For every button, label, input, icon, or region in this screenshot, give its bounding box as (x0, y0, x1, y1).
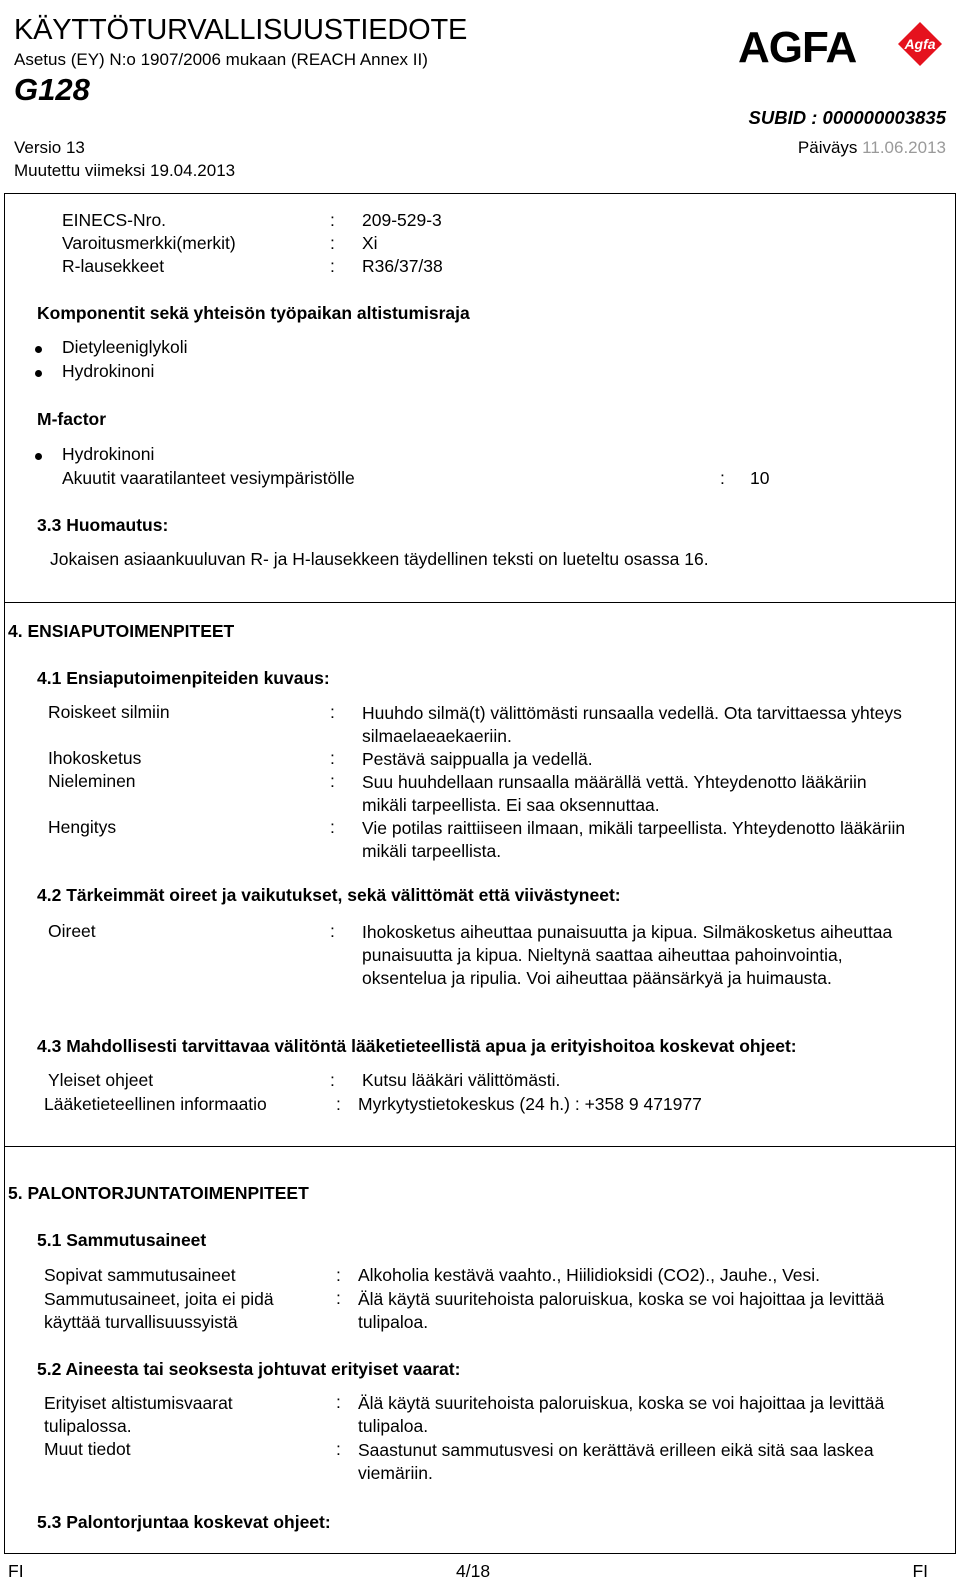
issue-date-value: 11.06.2013 (862, 138, 946, 157)
separator: : (330, 702, 335, 722)
r-phrases-value: R36/37/38 (362, 256, 443, 276)
modified-date: Muutettu viimeksi 19.04.2013 (14, 161, 236, 180)
row-label: Sammutusaineet, joita ei pidä käyttää turvallisuussyistä (44, 1289, 274, 1332)
row-label: Muut tiedot (44, 1439, 131, 1459)
row-value: Älä käytä suuritehoista paloruiskua, koska se voi hajoittaa ja levittää tulipaloa. (358, 1393, 885, 1436)
row-value: Vie potilas raittiiseen ilmaan, mikäli tarpeellista. Yhteydenotto lääkäriin mikäli tarpeellista. (362, 818, 906, 861)
separator: : (336, 1439, 341, 1459)
footer-language-right: FI (912, 1561, 928, 1581)
row-value: Myrkytystietokeskus (24 h.) : +358 9 471977 (358, 1094, 702, 1114)
row-value: Suu huuhdellaan runsaalla määrällä vettä. Yhteydenotto lääkäriin mikäli tarpeellista. Ei saa oksennuttaa. (362, 772, 867, 815)
separator: : (330, 921, 335, 941)
row-value: Saastunut sammutusvesi on kerättävä erilleen eikä sitä saa laskea viemäriin. (358, 1440, 874, 1483)
separator: : (336, 1288, 341, 1308)
section-5-1-heading: 5.1 Sammutusaineet (37, 1230, 207, 1250)
section-5-heading: 5. PALONTORJUNTATOIMENPITEET (8, 1183, 309, 1203)
row-label: Yleiset ohjeet (48, 1070, 154, 1090)
separator: : (336, 1094, 341, 1114)
product-code: G128 (14, 72, 90, 107)
subid: SUBID : 000000003835 (748, 107, 946, 128)
separator: : (330, 817, 335, 837)
mfactor-item: Hydrokinoni (62, 444, 155, 464)
separator: : (330, 256, 335, 276)
einecs-label: EINECS-Nro. (62, 210, 167, 230)
mfactor-heading: M-factor (37, 409, 107, 429)
separator: : (330, 771, 335, 791)
logo-wordmark: AGFA (738, 23, 857, 70)
bullet-icon (35, 453, 42, 460)
frame (4, 193, 956, 1553)
row-label: Nieleminen (48, 771, 136, 791)
row-label: Sopivat sammutusaineet (44, 1265, 236, 1285)
document-subtitle: Asetus (EY) N:o 1907/2006 mukaan (REACH Annex II) (14, 50, 428, 69)
page-number: 4/18 (456, 1561, 491, 1581)
symbol-label: Varoitusmerkki(merkit) (62, 233, 236, 253)
bullet-icon (35, 370, 42, 377)
bullet-icon (35, 346, 42, 353)
section-5-2-heading: 5.2 Aineesta tai seoksesta johtuvat erityiset vaarat: (37, 1359, 461, 1379)
row-value: Älä käytä suuritehoista paloruiskua, koska se voi hajoittaa ja levittää tulipaloa. (358, 1289, 885, 1332)
version: Versio 13 (14, 138, 85, 157)
mfactor-value: 10 (750, 468, 770, 488)
issue-date (798, 138, 946, 158)
footer-divider (4, 1553, 956, 1554)
section-4-1-heading: 4.1 Ensiaputoimenpiteiden kuvaus: (37, 668, 330, 688)
row-label: Erityiset altistumisvaarat tulipalossa. (44, 1393, 233, 1436)
separator: : (330, 748, 335, 768)
footer-language-left: FI (8, 1561, 24, 1581)
row-label: Hengitys (48, 817, 117, 837)
separator: : (330, 233, 335, 253)
section-4-heading: 4. ENSIAPUTOIMENPITEET (8, 621, 235, 641)
separator: : (720, 468, 725, 488)
einecs-value: 209-529-3 (362, 210, 442, 230)
section-divider (4, 602, 956, 603)
row-label: Ihokosketus (48, 748, 142, 768)
row-value: Pestävä saippualla ja vedellä. (362, 749, 593, 769)
components-heading: Komponentit sekä yhteisön työpaikan altistumisraja (37, 303, 470, 323)
logo-badge-text: Agfa (904, 36, 936, 52)
row-value: Kutsu lääkäri välittömästi. (362, 1070, 561, 1090)
row-value: Alkoholia kestävä vaahto., Hiilidioksidi (CO2)., Jauhe., Vesi. (358, 1265, 821, 1285)
component-item: Hydrokinoni (62, 361, 155, 381)
section-4-3-heading: 4.3 Mahdollisesti tarvittavaa välitöntä lääketieteellistä apua ja erityishoitoa koskevat ohjeet: (37, 1036, 797, 1056)
separator: : (330, 210, 335, 230)
issue-date-label: Päiväys (797, 138, 858, 157)
row-value: Ihokosketus aiheuttaa punaisuutta ja kipua. Silmäkosketus aiheuttaa punaisuutta ja kipua. Nieltynä saattaa aiheuttaa pahoinvointia, oksentelua ja ripulia. Voi aiheuttaa päänsärkyä ja huimausta. (362, 922, 893, 988)
note-text: Jokaisen asiaankuuluvan R- ja H-lausekkeen täydellinen teksti on lueteltu osassa 16. (50, 549, 709, 569)
agfa-logo (738, 18, 948, 70)
row-label: Lääketieteellinen informaatio (44, 1094, 267, 1114)
row-label: Oireet (48, 921, 96, 941)
mfactor-label: Akuutit vaaratilanteet vesiympäristölle (62, 468, 355, 488)
separator: : (336, 1392, 341, 1412)
section-divider (4, 1146, 956, 1147)
separator: : (330, 1070, 335, 1090)
section-5-3-heading: 5.3 Palontorjuntaa koskevat ohjeet: (37, 1512, 331, 1532)
row-value: Huuhdo silmä(t) välittömästi runsaalla vedellä. Ota tarvittaessa yhteys silmaelaeaekaeriin. (362, 703, 902, 746)
section-4-2-heading: 4.2 Tärkeimmät oireet ja vaikutukset, sekä välittömät että viivästyneet: (37, 885, 621, 905)
symbol-value: Xi (362, 233, 378, 253)
document-title: KÄYTTÖTURVALLISUUSTIEDOTE (14, 14, 468, 46)
separator: : (336, 1265, 341, 1285)
note-heading: 3.3 Huomautus: (37, 515, 169, 535)
row-label: Roiskeet silmiin (48, 702, 170, 722)
r-phrases-label: R-lausekkeet (62, 256, 165, 276)
component-item: Dietyleeniglykoli (62, 337, 188, 357)
